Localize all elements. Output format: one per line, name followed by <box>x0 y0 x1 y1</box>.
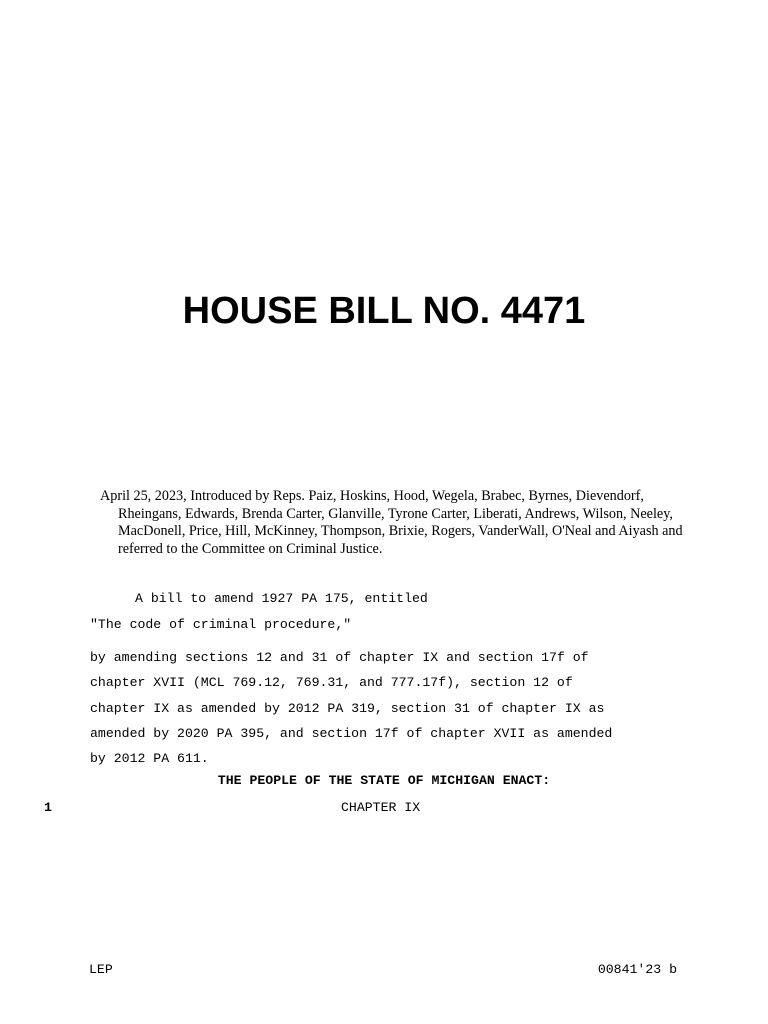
amendment-text <box>90 645 680 771</box>
amendment-line: amended by 2020 PA 395, and section 17f of chapter XVII as amended <box>90 725 613 741</box>
introduction-paragraph: April 25, 2023, Introduced by Reps. Paiz, Hoskins, Hood, Wegela, Brabec, Byrnes, Dievendorf, Rheingans, Edwards, Brenda Carter, Glanville, Tyrone Carter, Liberati, Andrews, Wilson, Neeley, MacDonell, Price, Hill, McKinney, Thompson, Brixie, Rogers, VanderWall, O'Neal and Aiyash and referred to the Committee on Criminal Justice. <box>100 488 683 557</box>
amendment-line: by 2012 PA 611. <box>90 751 209 767</box>
bill-entitled-line: "The code of criminal procedure," <box>90 617 352 632</box>
line-number: 1 <box>44 800 52 815</box>
footer-initials: LEP <box>89 962 113 977</box>
footer-document-code: 00841'23 b <box>597 962 677 977</box>
bill-purpose-line: A bill to amend 1927 PA 175, entitled <box>135 591 428 606</box>
chapter-heading: CHAPTER IX <box>341 800 421 815</box>
amendment-line: chapter XVII (MCL 769.12, 769.31, and 777.17f), section 12 of <box>90 675 573 691</box>
amendment-line: chapter IX as amended by 2012 PA 319, section 31 of chapter IX as <box>90 700 605 716</box>
enacting-clause: THE PEOPLE OF THE STATE OF MICHIGAN ENACT: <box>217 773 551 788</box>
amendment-line: by amending sections 12 and 31 of chapter IX and section 17f of <box>90 650 589 665</box>
bill-title: HOUSE BILL NO. 4471 <box>182 290 586 332</box>
